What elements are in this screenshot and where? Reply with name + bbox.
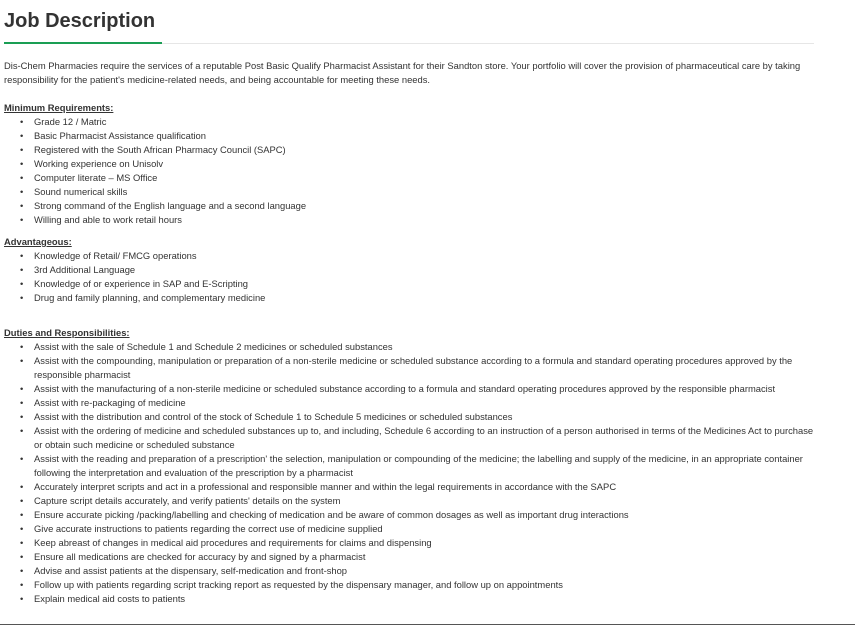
list-item-text: Strong command of the English language and a second language: [34, 200, 307, 211]
list-item-text: Assist with the manufacturing of a non-sterile medicine or scheduled substance according to a formula and standard operating procedures approved by the responsible pharmacist: [34, 383, 776, 394]
page-title: Job Description: [4, 10, 156, 32]
list-item-text: Ensure accurate picking /packing/labelling and checking of medication and be aware of common dosages as well as important drug interactions: [34, 509, 629, 520]
list-item: [4, 249, 814, 263]
bullet-icon: •: [20, 264, 24, 275]
minimum-requirements-list: [4, 115, 814, 227]
list-item: [4, 396, 814, 410]
list-item-text: Assist with the compounding, manipulation or preparation of a non-sterile medicine or scheduled substance according to a formula and standard operating procedures approved by the responsible pharmacist: [34, 355, 793, 380]
bullet-icon: •: [20, 397, 24, 408]
duties-heading: Duties and Responsibilities:: [4, 327, 130, 338]
bullet-icon: •: [20, 250, 24, 261]
list-item: [4, 143, 814, 157]
list-item: [4, 494, 814, 508]
bullet-icon: •: [20, 144, 24, 155]
list-item-text: Basic Pharmacist Assistance qualification: [34, 130, 206, 141]
list-item-text: Capture script details accurately, and verify patients' details on the system: [34, 495, 341, 506]
bullet-icon: •: [20, 495, 24, 506]
list-item: [4, 382, 814, 396]
list-item: [4, 508, 814, 522]
list-item-text: Willing and able to work retail hours: [34, 214, 182, 225]
bullet-icon: •: [20, 481, 24, 492]
bullet-icon: •: [20, 411, 24, 422]
list-item-text: Explain medical aid costs to patients: [34, 593, 186, 604]
list-item-text: Grade 12 / Matric: [34, 116, 107, 127]
list-item: [4, 522, 814, 536]
list-item-text: Advise and assist patients at the dispensary, self-medication and front-shop: [34, 565, 348, 576]
list-item-text: Sound numerical skills: [34, 186, 128, 197]
list-item-text: Assist with re-packaging of medicine: [34, 397, 186, 408]
duties-list: [4, 340, 814, 606]
bullet-icon: •: [20, 425, 24, 436]
list-item: [4, 424, 814, 452]
list-item-text: Working experience on Unisolv: [34, 158, 164, 169]
bullet-icon: •: [20, 383, 24, 394]
list-item: [4, 592, 814, 606]
list-item-text: Accurately interpret scripts and act in a professional and responsible manner and within the legal requirements in accordance with the SAPC: [34, 481, 617, 492]
list-item-text: Assist with the reading and preparation of a prescription' the selection, manipulation or compounding of the medicine; the labelling and supply of the medicine, in an appropriate container following the interpretation and evaluation of the prescription by a pharmacist: [34, 453, 803, 478]
bullet-icon: •: [20, 200, 24, 211]
list-item: [4, 578, 814, 592]
list-item: [4, 277, 814, 291]
list-item: [4, 213, 814, 227]
list-item-text: Registered with the South African Pharmacy Council (SAPC): [34, 144, 286, 155]
list-item: [4, 157, 814, 171]
list-item: [4, 410, 814, 424]
list-item-text: Give accurate instructions to patients regarding the correct use of medicine supplied: [34, 523, 383, 534]
list-item-text: Assist with the distribution and control of the stock of Schedule 1 to Schedule 5 medicines or scheduled substances: [34, 411, 513, 422]
minimum-requirements-heading: Minimum Requirements:: [4, 102, 114, 113]
bullet-icon: •: [20, 278, 24, 289]
list-item: [4, 354, 814, 382]
list-item: [4, 480, 814, 494]
bullet-icon: •: [20, 523, 24, 534]
list-item: [4, 291, 814, 305]
list-item: [4, 199, 814, 213]
bullet-icon: •: [20, 214, 24, 225]
bullet-icon: •: [20, 292, 24, 303]
list-item-text: 3rd Additional Language: [34, 264, 136, 275]
advantageous-list: [4, 249, 814, 305]
list-item: [4, 263, 814, 277]
list-item: [4, 452, 814, 480]
bullet-icon: •: [20, 551, 24, 562]
list-item: [4, 536, 814, 550]
list-item: [4, 115, 814, 129]
bullet-icon: •: [20, 130, 24, 141]
list-item: [4, 185, 814, 199]
bullet-icon: •: [20, 565, 24, 576]
bullet-icon: •: [20, 593, 24, 604]
list-item-text: Knowledge of or experience in SAP and E-Scripting: [34, 278, 249, 289]
title-accent-bar: [4, 42, 162, 44]
list-item-text: Follow up with patients regarding script tracking report as requested by the dispensary manager, and follow up on appointments: [34, 579, 563, 590]
list-item: [4, 129, 814, 143]
bullet-icon: •: [20, 453, 24, 464]
bullet-icon: •: [20, 509, 24, 520]
list-item: [4, 550, 814, 564]
title-underline: [4, 42, 814, 44]
list-item-text: Assist with the ordering of medicine and scheduled substances up to, and including, Schedule 6 according to an instruction of a person authorised in terms of the Medicines Act to purchase or obtain such medicine or scheduled substance: [34, 425, 814, 450]
bullet-icon: •: [20, 537, 24, 548]
list-item: [4, 564, 814, 578]
list-item-text: Computer literate – MS Office: [34, 172, 158, 183]
bullet-icon: •: [20, 355, 24, 366]
list-item-text: Drug and family planning, and complementary medicine: [34, 292, 266, 303]
list-item-text: Knowledge of Retail/ FMCG operations: [34, 250, 197, 261]
list-item: [4, 171, 814, 185]
list-item: [4, 340, 814, 354]
bottom-divider: [0, 624, 855, 625]
bullet-icon: •: [20, 116, 24, 127]
list-item-text: Assist with the sale of Schedule 1 and Schedule 2 medicines or scheduled substances: [34, 341, 393, 352]
intro-paragraph: Dis-Chem Pharmacies require the services of a reputable Post Basic Qualify Pharmacist Assistant for their Sandton store. Your portfolio will cover the provision of pharmaceutical care by taking responsibility for the patient's medicine-related needs, and being accountable for meeting these needs.: [4, 60, 801, 85]
list-item-text: Keep abreast of changes in medical aid procedures and requirements for claims and dispensing: [34, 537, 432, 548]
bullet-icon: •: [20, 579, 24, 590]
bullet-icon: •: [20, 341, 24, 352]
bullet-icon: •: [20, 186, 24, 197]
job-description-section: [4, 0, 814, 606]
bullet-icon: •: [20, 172, 24, 183]
list-item-text: Ensure all medications are checked for accuracy by and signed by a pharmacist: [34, 551, 366, 562]
bullet-icon: •: [20, 158, 24, 169]
advantageous-heading: Advantageous:: [4, 236, 72, 247]
